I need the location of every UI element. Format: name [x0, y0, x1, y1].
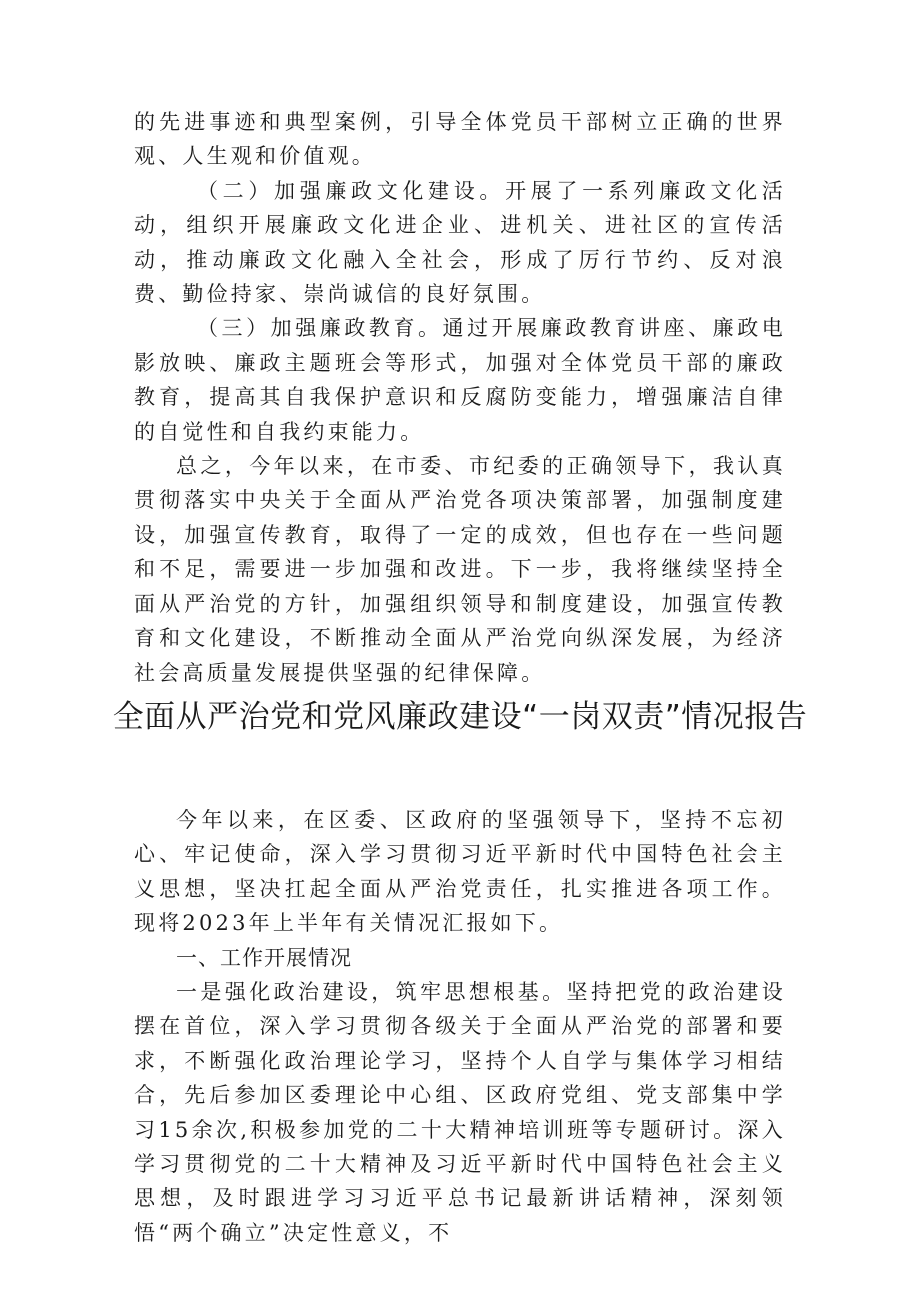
report-body: [134, 803, 786, 1250]
paragraph: 今年以来，在区委、区政府的坚强领导下，坚持不忘初心、牢记使命，深入学习贯彻习近平新时代中国特色社会主义思想，坚决扛起全面从严治党责任，扎实推进各项工作。现将2023年上半年有关情况汇报如下。: [134, 808, 786, 936]
paragraph: 总之，今年以来，在市委、市纪委的正确领导下，我认真贯彻落实中央关于全面从严治党各项决策部署，加强制度建设，加强宣传教育，取得了一定的成效，但也存在一些问题和不足，需要进一步加强和改进。下一步，我将继续坚持全面从严治党的方针，加强组织领导和制度建设，加强宣传教育和文化建设，不断推动全面从严治党向纵深发展，为经济社会高质量发展提供坚强的纪律保障。: [134, 454, 786, 685]
paragraph: （三）加强廉政教育。通过开展廉政教育讲座、廉政电影放映、廉政主题班会等形式，加强对全体党员干部的廉政教育，提高其自我保护意识和反腐防变能力，增强廉洁自律的自觉性和自我约束能力。: [134, 316, 786, 444]
continuation-block: [134, 105, 786, 690]
paragraph: （二）加强廉政文化建设。开展了一系列廉政文化活动，组织开展廉政文化进企业、进机关、进社区的宣传活动，推动廉政文化融入全社会，形成了厉行节约、反对浪费、勤俭持家、崇尚诚信的良好氛围。: [134, 178, 786, 307]
report-title: 全面从严治党和党风廉政建设“一岗双责”情况报告: [112, 699, 808, 735]
section-heading: 一、工作开展情况: [176, 945, 352, 970]
paragraph: 一是强化政治建设，筑牢思想根基。坚持把党的政治建设摆在首位，深入学习贯彻各级关于全面从严治党的部署和要求，不断强化政治理论学习，坚持个人自学与集体学习相结合，先后参加区委理论中心组、区政府党组、党支部集中学习15余次,积极参加党的二十大精神培训班等专题研讨。深入学习贯彻党的二十大精神及习近平新时代中国特色社会主义思想，及时跟进学习习近平总书记最新讲话精神，深刻领悟“两个确立”决定性意义，不: [134, 980, 786, 1245]
paragraph: 的先进事迹和典型案例，引导全体党员干部树立正确的世界观、人生观和价值观。: [134, 110, 786, 169]
